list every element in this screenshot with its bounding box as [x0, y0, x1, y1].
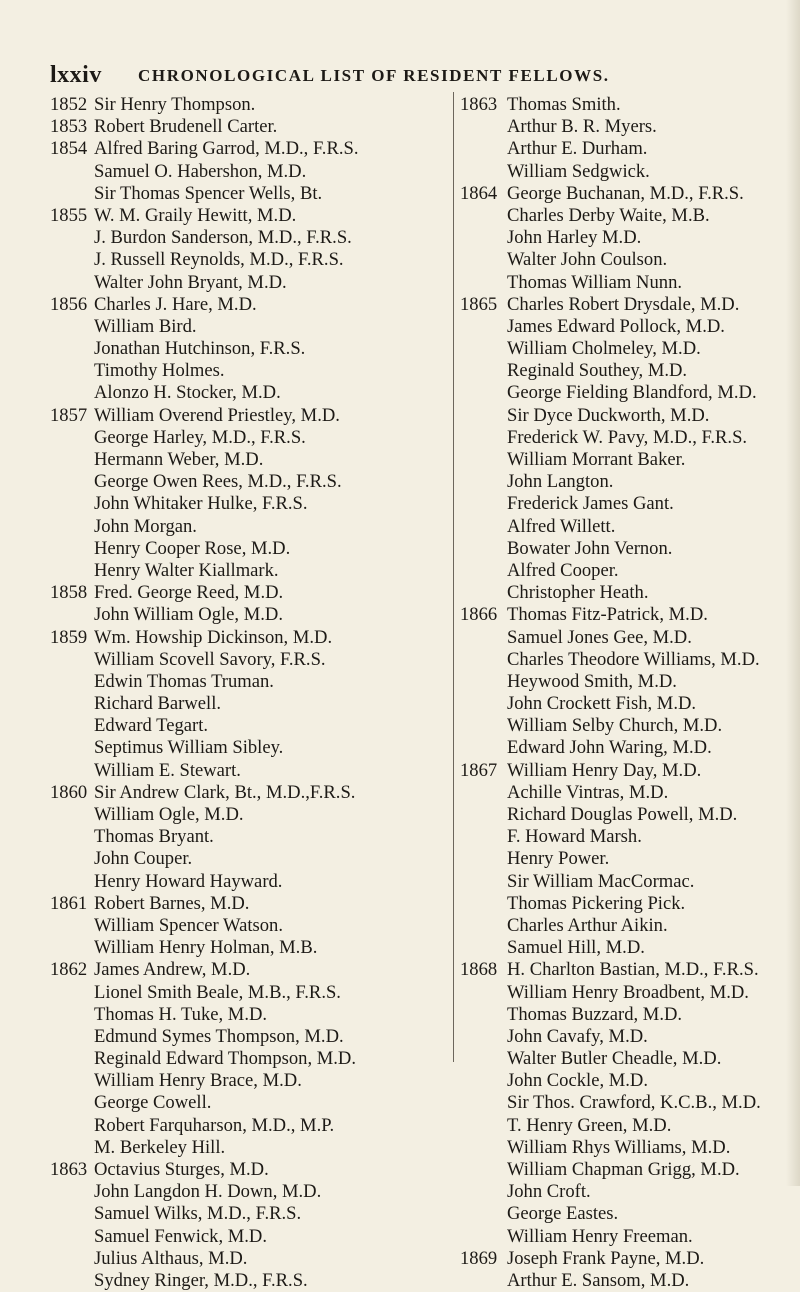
fellow-name: H. Charlton Bastian, M.D., F.R.S. [507, 959, 759, 981]
fellow-entry [50, 649, 455, 671]
year-block [460, 94, 790, 183]
fellow-entry [50, 1092, 455, 1114]
fellow-name: Robert Brudenell Carter. [94, 116, 278, 138]
fellow-name: William Bird. [94, 315, 197, 337]
fellow-name: Edward John Waring, M.D. [507, 737, 712, 759]
year-label: 1856 [50, 293, 88, 315]
fellow-entry [460, 1115, 790, 1137]
fellow-entry [460, 205, 790, 227]
fellow-name: George Harley, M.D., F.R.S. [94, 426, 306, 448]
fellow-name: Heywood Smith, M.D. [507, 670, 677, 692]
fellow-entry [460, 1159, 790, 1181]
fellow-name: Walter John Coulson. [507, 249, 668, 271]
fellow-name: Sir Thos. Crawford, K.C.B., M.D. [507, 1092, 761, 1114]
fellow-entry [460, 227, 790, 249]
fellow-entry [50, 737, 455, 759]
fellow-entry [50, 826, 455, 848]
fellow-entry [50, 449, 455, 471]
year-label: 1858 [50, 582, 88, 604]
fellow-entry [460, 1004, 790, 1026]
year-block [50, 782, 455, 893]
fellow-name: Robert Barnes, M.D. [94, 892, 250, 914]
year-block [460, 1248, 790, 1292]
fellow-entry [50, 405, 455, 427]
fellow-entry [50, 871, 455, 893]
fellow-entry [460, 1137, 790, 1159]
fellow-entry [50, 804, 455, 826]
fellow-name: Wm. Howship Dickinson, M.D. [94, 626, 333, 648]
fellow-entry [460, 627, 790, 649]
fellow-entry [50, 116, 455, 138]
fellow-name: Timothy Holmes. [94, 360, 225, 382]
fellow-name: John Langdon H. Down, M.D. [94, 1181, 322, 1203]
year-label: 1861 [50, 892, 88, 914]
fellow-name: William Ogle, M.D. [94, 804, 244, 825]
year-block [50, 959, 455, 1159]
year-label: 1864 [460, 182, 498, 204]
fellow-entry [50, 1203, 455, 1225]
fellow-name: William E. Stewart. [94, 759, 241, 781]
fellow-entry [50, 249, 455, 271]
fellow-name: William Cholmeley, M.D. [507, 338, 701, 360]
fellow-name: Joseph Frank Payne, M.D. [507, 1247, 705, 1269]
year-block [460, 604, 790, 759]
fellow-name: John Couper. [94, 848, 193, 870]
page-number: lxxiv [50, 62, 102, 88]
fellow-name: Samuel Jones Gee, M.D. [507, 626, 692, 648]
fellow-name: Julius Althaus, M.D. [94, 1247, 248, 1269]
fellow-entry [50, 1070, 455, 1092]
fellow-entry [460, 316, 790, 338]
fellow-name: Samuel Wilks, M.D., F.R.S. [94, 1203, 302, 1225]
fellow-name: Arthur E. Durham. [507, 138, 648, 160]
fellow-name: Charles Theodore Williams, M.D. [507, 648, 760, 670]
fellow-name: Walter John Bryant, M.D. [94, 271, 287, 293]
fellow-entry [50, 161, 455, 183]
fellow-name: Achille Vintras, M.D. [507, 781, 669, 803]
fellow-entry [50, 693, 455, 715]
fellow-name: William Scovell Savory, F.R.S. [94, 648, 326, 670]
fellow-name: Henry Power. [507, 848, 610, 870]
fellow-name: John Harley M.D. [507, 227, 642, 249]
fellow-name: William Rhys Williams, M.D. [507, 1136, 731, 1158]
fellow-entry [50, 937, 455, 959]
year-block [460, 760, 790, 960]
fellow-name: Bowater John Vernon. [507, 537, 673, 559]
year-label: 1860 [50, 781, 88, 803]
fellow-entry [460, 471, 790, 493]
fellow-entry [50, 1270, 455, 1292]
year-label: 1865 [460, 293, 498, 315]
fellow-entry [50, 760, 455, 782]
page-header [0, 62, 800, 92]
fellow-name: Edmund Symes Thompson, M.D. [94, 1025, 344, 1047]
fellow-name: John Whitaker Hulke, F.R.S. [94, 493, 308, 515]
fellow-name: Samuel Hill, M.D. [507, 937, 645, 959]
running-title: CHRONOLOGICAL LIST OF RESIDENT FELLOWS. [138, 66, 610, 85]
year-block [50, 94, 455, 116]
fellow-name: Thomas Pickering Pick. [507, 892, 686, 914]
fellow-entry [460, 649, 790, 671]
fellow-entry [460, 760, 790, 782]
fellow-entry [460, 427, 790, 449]
fellow-entry [460, 294, 790, 316]
fellow-name: Alfred Willett. [507, 515, 616, 537]
fellow-name: Thomas William Nunn. [507, 271, 683, 293]
fellow-name: Alfred Cooper. [507, 559, 619, 581]
fellow-name: William Spencer Watson. [94, 914, 283, 936]
year-label: 1863 [50, 1159, 88, 1180]
fellow-name: Edwin Thomas Truman. [94, 670, 274, 692]
fellow-name: Sir Dyce Duckworth, M.D. [507, 404, 710, 426]
fellow-name: Frederick James Gant. [507, 493, 674, 515]
fellow-name: William Henry Holman, M.B. [94, 937, 318, 959]
fellow-name: Christopher Heath. [507, 582, 649, 604]
fellow-name: James Edward Pollock, M.D. [507, 315, 725, 337]
fellow-entry [50, 538, 455, 560]
fellow-name: Reginald Edward Thompson, M.D. [94, 1048, 357, 1070]
fellow-name: John Langton. [507, 471, 614, 493]
fellow-name: Walter Butler Cheadle, M.D. [507, 1048, 722, 1070]
fellow-entry [50, 471, 455, 493]
fellow-name: Alonzo H. Stocker, M.D. [94, 382, 281, 404]
fellow-name: William Selby Church, M.D. [507, 715, 723, 737]
fellow-entry [460, 538, 790, 560]
fellow-entry [50, 848, 455, 870]
fellow-entry [460, 249, 790, 271]
fellow-name: J. Burdon Sanderson, M.D., F.R.S. [94, 227, 352, 249]
fellow-name: Richard Douglas Powell, M.D. [507, 804, 738, 825]
fellow-entry [50, 382, 455, 404]
fellow-name: Lionel Smith Beale, M.B., F.R.S. [94, 981, 341, 1003]
year-block [50, 205, 455, 294]
fellow-entry [460, 871, 790, 893]
fellow-entry [460, 493, 790, 515]
fellow-entry [460, 693, 790, 715]
year-block [50, 1159, 455, 1292]
fellow-name: Edward Tegart. [94, 715, 209, 737]
fellow-entry [460, 804, 790, 826]
year-label: 1853 [50, 116, 88, 138]
fellow-entry [460, 560, 790, 582]
fellow-name: Charles Robert Drysdale, M.D. [507, 293, 740, 315]
year-block [50, 893, 455, 960]
fellow-name: William Morrant Baker. [507, 449, 686, 470]
fellow-name: George Fielding Blandford, M.D. [507, 382, 757, 404]
fellow-entry [50, 272, 455, 294]
fellow-name: Henry Howard Hayward. [94, 870, 283, 892]
fellow-name: Octavius Sturges, M.D. [94, 1159, 269, 1180]
fellow-entry [460, 183, 790, 205]
fellow-name: Henry Walter Kiallmark. [94, 559, 279, 581]
year-label: 1859 [50, 626, 88, 648]
fellow-name: Sir Thomas Spencer Wells, Bt. [94, 182, 323, 204]
fellow-entry [50, 427, 455, 449]
fellow-name: Jonathan Hutchinson, F.R.S. [94, 338, 306, 360]
fellow-name: Charles J. Hare, M.D. [94, 293, 257, 315]
fellow-name: William Sedgwick. [507, 160, 650, 182]
fellow-name: J. Russell Reynolds, M.D., F.R.S. [94, 249, 344, 271]
fellow-name: John Cockle, M.D. [507, 1070, 648, 1092]
fellow-entry [50, 516, 455, 538]
fellow-entry [50, 1159, 455, 1181]
fellow-name: M. Berkeley Hill. [94, 1136, 226, 1158]
year-block [460, 294, 790, 605]
fellow-entry [460, 1048, 790, 1070]
fellow-name: George Eastes. [507, 1203, 619, 1225]
fellow-name: William Henry Brace, M.D. [94, 1070, 302, 1092]
fellow-entry [50, 493, 455, 515]
year-label: 1855 [50, 204, 88, 226]
fellow-entry [460, 782, 790, 804]
year-block [50, 116, 455, 138]
fellow-entry [460, 94, 790, 116]
page-edge-shadow [786, 0, 800, 1186]
fellow-name: Thomas Buzzard, M.D. [507, 1003, 683, 1025]
fellow-entry [460, 1248, 790, 1270]
fellow-entry [50, 604, 455, 626]
fellow-entry [460, 959, 790, 981]
fellow-entry [50, 294, 455, 316]
year-block [50, 138, 455, 205]
fellow-name: Fred. George Reed, M.D. [94, 582, 284, 604]
fellow-name: T. Henry Green, M.D. [507, 1114, 672, 1136]
fellow-entry [460, 848, 790, 870]
fellow-name: William Henry Freeman. [507, 1225, 693, 1247]
fellow-name: James Andrew, M.D. [94, 959, 251, 981]
fellow-entry [460, 161, 790, 183]
fellow-entry [460, 405, 790, 427]
fellow-name: John William Ogle, M.D. [94, 604, 283, 626]
fellow-entry [50, 959, 455, 981]
fellow-name: Septimus William Sibley. [94, 737, 284, 759]
fellow-entry [50, 1115, 455, 1137]
fellow-entry [50, 1048, 455, 1070]
year-label: 1866 [460, 604, 498, 626]
fellow-entry [50, 560, 455, 582]
fellow-entry [460, 138, 790, 160]
fellow-name: Reginald Southey, M.D. [507, 360, 688, 382]
fellow-entry [460, 449, 790, 471]
fellow-name: Robert Farquharson, M.D., M.P. [94, 1114, 335, 1136]
fellow-name: Sir William MacCormac. [507, 870, 695, 892]
fellow-name: Henry Cooper Rose, M.D. [94, 537, 291, 559]
year-label: 1869 [460, 1247, 498, 1269]
fellow-entry [460, 360, 790, 382]
fellow-entry [460, 671, 790, 693]
year-label: 1862 [50, 959, 88, 981]
fellow-entry [460, 338, 790, 360]
year-label: 1863 [460, 94, 498, 115]
fellow-name: Frederick W. Pavy, M.D., F.R.S. [507, 426, 748, 448]
fellow-name: W. M. Graily Hewitt, M.D. [94, 204, 297, 226]
year-block [50, 294, 455, 405]
fellow-entry [50, 227, 455, 249]
fellow-name: Sydney Ringer, M.D., F.R.S. [94, 1269, 308, 1291]
fellow-entry [460, 1092, 790, 1114]
fellow-entry [50, 582, 455, 604]
fellow-name: Sir Andrew Clark, Bt., M.D.,F.R.S. [94, 781, 356, 803]
fellow-entry [460, 272, 790, 294]
fellow-name: Alfred Baring Garrod, M.D., F.R.S. [94, 138, 359, 160]
fellow-name: George Cowell. [94, 1092, 212, 1114]
fellow-entry [460, 516, 790, 538]
fellow-entry [50, 982, 455, 1004]
fellow-name: Charles Arthur Aikin. [507, 914, 668, 936]
fellow-entry [50, 1026, 455, 1048]
fellow-entry [460, 937, 790, 959]
fellow-entry [460, 116, 790, 138]
fellow-entry [460, 604, 790, 626]
year-label: 1857 [50, 404, 88, 426]
fellow-entry [460, 982, 790, 1004]
fellow-entry [460, 382, 790, 404]
fellow-entry [50, 316, 455, 338]
fellow-entry [50, 205, 455, 227]
fellow-name: Richard Barwell. [94, 693, 222, 715]
fellow-entry [460, 1270, 790, 1292]
column-divider [453, 92, 454, 1062]
fellow-name: George Buchanan, M.D., F.R.S. [507, 182, 744, 204]
fellow-entry [50, 671, 455, 693]
year-block [50, 627, 455, 782]
fellow-entry [50, 893, 455, 915]
year-block [50, 582, 455, 626]
fellow-entry [460, 1026, 790, 1048]
fellow-entry [460, 826, 790, 848]
fellow-entry [460, 737, 790, 759]
fellow-name: John Crockett Fish, M.D. [507, 693, 697, 715]
fellow-name: Samuel O. Habershon, M.D. [94, 160, 307, 182]
fellow-entry [50, 1248, 455, 1270]
fellow-entry [50, 1004, 455, 1026]
fellow-name: Samuel Fenwick, M.D. [94, 1225, 268, 1247]
year-label: 1854 [50, 138, 88, 160]
year-label: 1868 [460, 959, 498, 981]
year-label: 1867 [460, 759, 498, 781]
fellow-entry [460, 1226, 790, 1248]
fellow-name: William Henry Day, M.D. [507, 759, 702, 781]
fellow-entry [50, 1181, 455, 1203]
fellow-entry [460, 1203, 790, 1225]
fellow-name: F. Howard Marsh. [507, 826, 642, 848]
fellow-name: George Owen Rees, M.D., F.R.S. [94, 471, 342, 493]
fellow-entry [50, 183, 455, 205]
fellow-entry [50, 782, 455, 804]
fellow-entry [460, 893, 790, 915]
fellow-entry [50, 715, 455, 737]
fellow-name: Arthur E. Sansom, M.D. [507, 1269, 690, 1291]
fellow-entry [50, 1226, 455, 1248]
fellow-entry [50, 360, 455, 382]
fellow-name: William Chapman Grigg, M.D. [507, 1159, 740, 1180]
left-column [50, 94, 455, 1292]
year-block [460, 183, 790, 294]
fellow-name: John Croft. [507, 1181, 591, 1203]
fellow-name: Charles Derby Waite, M.B. [507, 204, 710, 226]
fellow-entry [50, 1137, 455, 1159]
fellow-entry [460, 1070, 790, 1092]
fellow-name: William Overend Priestley, M.D. [94, 404, 340, 426]
year-label: 1852 [50, 94, 88, 115]
fellow-name: Hermann Weber, M.D. [94, 449, 264, 470]
fellow-entry [50, 915, 455, 937]
fellow-name: John Cavafy, M.D. [507, 1025, 648, 1047]
fellow-entry [460, 915, 790, 937]
fellow-entry [50, 138, 455, 160]
fellow-entry [460, 715, 790, 737]
year-block [50, 405, 455, 583]
fellow-name: Arthur B. R. Myers. [507, 116, 657, 138]
fellow-name: Thomas Fitz-Patrick, M.D. [507, 604, 708, 626]
fellow-entry [50, 338, 455, 360]
right-column [460, 94, 790, 1292]
fellow-name: John Morgan. [94, 515, 197, 537]
fellow-name: Thomas H. Tuke, M.D. [94, 1003, 268, 1025]
fellow-name: William Henry Broadbent, M.D. [507, 981, 749, 1003]
fellow-name: Thomas Bryant. [94, 826, 214, 848]
fellow-name: Thomas Smith. [507, 94, 621, 115]
year-block [460, 959, 790, 1247]
fellow-entry [460, 1181, 790, 1203]
fellow-name: Sir Henry Thompson. [94, 94, 256, 115]
fellow-entry [50, 627, 455, 649]
fellow-entry [460, 582, 790, 604]
fellow-entry [50, 94, 455, 116]
